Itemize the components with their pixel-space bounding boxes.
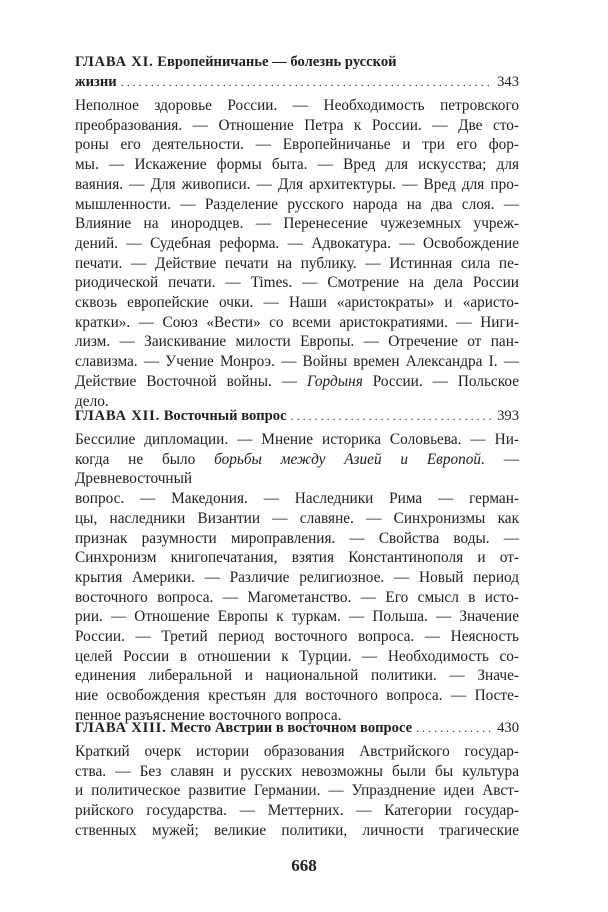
summary-text: Действие Восточной войны. — xyxy=(75,372,307,390)
chapter-heading xyxy=(75,718,519,738)
summary-line: Влияние на инородцев. — Перенесение чужеземных учреж- xyxy=(75,215,519,233)
chapter-heading-line-1 xyxy=(75,52,519,72)
summary-line: рийского государства. — Меттерних. — Категории государ- xyxy=(75,802,519,820)
summary-text: — Древневосточный xyxy=(75,450,519,488)
summary-line: целей России в отношении к Турции. — Необходимость со- xyxy=(75,647,519,665)
chapter-page-number: 343 xyxy=(497,74,519,90)
summary-line: славизма. — Учение Монроэ. — Войны времен Александра I. — xyxy=(75,353,519,371)
chapter-heading-line-2 xyxy=(75,72,519,92)
summary-line: и политическое развитие Германии. — Упразднение идеи Авст- xyxy=(75,782,519,800)
summary-line: цы, наследники Византии — славяне. — Синхронизмы как xyxy=(75,509,519,527)
summary-line: ства. — Без славян и русских невозможны были бы культура xyxy=(75,762,519,780)
summary-italic-text: борьбы между Азией и Европой. xyxy=(214,450,485,468)
summary-line: Неполное здоровье России. — Необходимость петровского xyxy=(75,97,519,114)
summary-text: России. — Польское xyxy=(362,372,520,390)
summary-line: роны его деятельности. — Европейничанье и три его фор- xyxy=(75,136,519,154)
chapter-heading xyxy=(75,406,519,426)
chapter-label: ГЛАВА XI. xyxy=(75,54,154,70)
chapter-label: ГЛАВА XII. xyxy=(75,408,161,424)
summary-line: Краткий очерк истории образования Австрийского государ- xyxy=(75,743,519,760)
summary-line: России. — Третий период восточного вопроса. — Неясность xyxy=(75,628,519,646)
toc-entry-chapter-12 xyxy=(75,406,519,726)
dot-leader xyxy=(291,406,494,426)
chapter-summary xyxy=(75,430,519,726)
summary-line: вопрос. — Македония. — Наследники Рима — герман- xyxy=(75,490,519,508)
dot-leader xyxy=(121,72,493,92)
summary-line: восточного вопроса. — Магометанство. — Его смысл в исто- xyxy=(75,588,519,606)
summary-line: сквозь европейские очки. — Наши «аристократы» и «аристо- xyxy=(75,294,519,312)
summary-line: ственных мужей; великие политики, личности трагические xyxy=(75,821,519,839)
summary-line: лизм. — Заискивание милости Европы. — Отречение от пан- xyxy=(75,333,519,351)
summary-line: единения либеральной и национальной политики. — Значе- xyxy=(75,667,519,685)
summary-line-mixed xyxy=(75,372,519,392)
toc-entry-chapter-11 xyxy=(75,52,519,411)
summary-text: когда не было xyxy=(75,450,215,468)
chapter-title: Место Австрии в восточном вопросе xyxy=(170,720,413,736)
chapter-title: Европейничанье — болезнь русской xyxy=(157,54,397,70)
summary-line: дело. xyxy=(75,392,109,410)
summary-italic-text: Гордыня xyxy=(307,372,363,390)
summary-line: крытия Америки. — Различие религиозное. — Новый период xyxy=(75,568,519,586)
summary-line: Бессилие дипломации. — Мнение историка Соловьева. — Ни- xyxy=(75,431,519,448)
toc-entry-chapter-13 xyxy=(75,718,519,841)
summary-line: мышленности. — Разделение русского народа на два слоя. — xyxy=(75,195,519,213)
chapter-title-cont: жизни xyxy=(75,74,117,90)
chapter-summary xyxy=(75,96,519,411)
summary-line: ние освобождения крестьян для восточного вопроса. — Посте- xyxy=(75,687,519,705)
chapter-heading-line-1 xyxy=(75,406,519,426)
summary-line: печати. — Действие печати на публику. — Истинная сила пе- xyxy=(75,254,519,272)
chapter-heading xyxy=(75,52,519,92)
summary-line: мы. — Искажение формы быта. — Вред для искусства; для xyxy=(75,156,519,174)
summary-line: ваяния. — Для живописи. — Для архитектуры. — Вред для про- xyxy=(75,175,519,193)
chapter-page-number: 393 xyxy=(497,408,519,424)
summary-line: признак разумности мироправления. — Свойства воды. — xyxy=(75,529,519,547)
dot-leader xyxy=(416,718,493,738)
chapter-title: Восточный вопрос xyxy=(163,408,287,424)
summary-line: преобразования. — Отношение Петра к России. — Две сто- xyxy=(75,116,519,134)
page-number: 668 xyxy=(291,856,317,875)
summary-line: дений. — Судебная реформа. — Адвокатура. — Освобождение xyxy=(75,234,519,252)
chapter-summary xyxy=(75,742,519,841)
summary-line: риодической печати. — Times. — Смотрение на дела России xyxy=(75,274,519,292)
summary-line: кратки». — Союз «Вести» со всеми аристократиями. — Ниги- xyxy=(75,313,519,331)
summary-line-mixed xyxy=(75,450,519,489)
summary-line: Синхронизм книгопечатания, взятия Константинополя и от- xyxy=(75,549,519,567)
summary-line: рии. — Отношение Европы к туркам. — Польша. — Значение xyxy=(75,608,519,626)
summary-line: пенное разъяснение восточного вопроса. xyxy=(75,706,342,724)
chapter-label: ГЛАВА XIII. xyxy=(75,720,167,736)
chapter-heading-line-1 xyxy=(75,718,519,738)
chapter-page-number: 430 xyxy=(497,720,519,736)
